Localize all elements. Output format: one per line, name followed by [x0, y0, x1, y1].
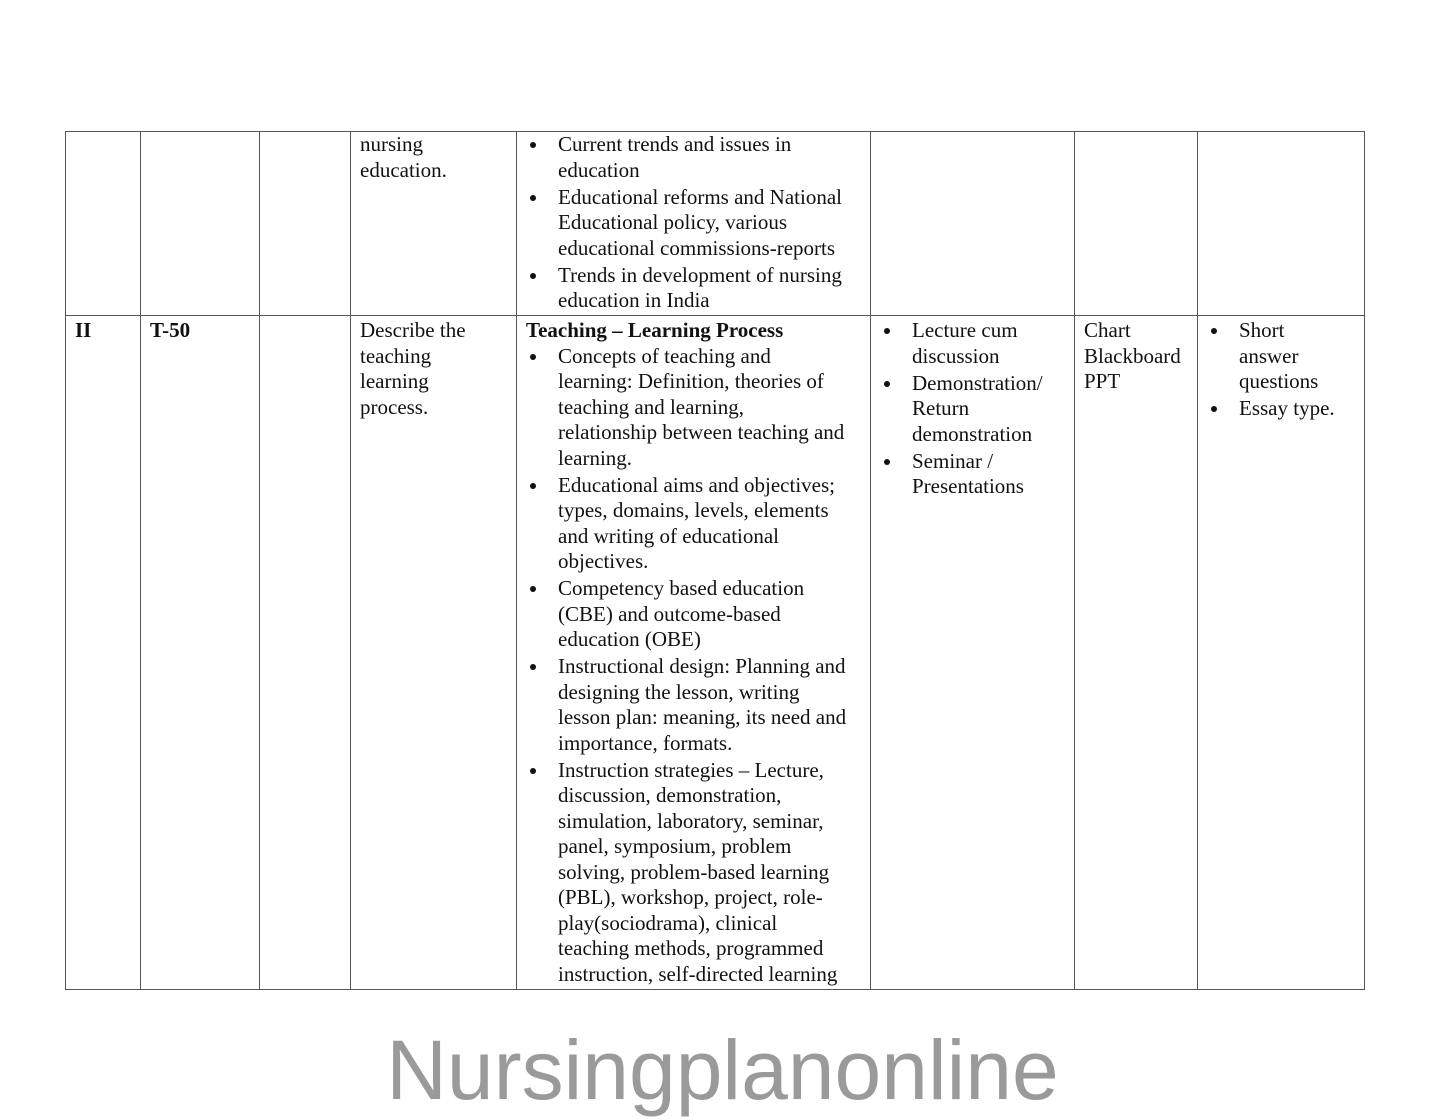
list-item-line: relationship between teaching and — [558, 420, 845, 444]
list-item-line: importance, formats. — [558, 730, 733, 755]
list-item-line: education — [558, 157, 640, 182]
content-cell — [517, 132, 871, 316]
list-item-line: Competency based education — [558, 576, 805, 600]
aid-line: PPT — [1084, 369, 1121, 393]
assessment-cell — [1198, 316, 1365, 990]
list-item-line: discussion — [912, 343, 1000, 368]
list-item-line: learning: Definition, theories of — [558, 369, 824, 393]
list-item-line: teaching methods, programmed — [558, 936, 824, 960]
list-item-line: (PBL), workshop, project, role- — [558, 885, 823, 909]
content-cell — [517, 316, 871, 990]
list-item-line: designing the lesson, writing — [558, 679, 800, 704]
list-item — [558, 263, 864, 314]
syllabus-table — [65, 131, 1365, 990]
list-item-line: Essay type. — [1239, 396, 1335, 420]
aid-line: Blackboard — [1084, 343, 1181, 368]
empty-cell — [260, 316, 351, 990]
list-item-line: Trends in development of nursing — [558, 262, 842, 287]
objective-line: teaching — [360, 343, 432, 368]
list-item-line: Educational reforms and National — [558, 184, 842, 209]
list-item-line: simulation, laboratory, seminar, — [558, 808, 824, 833]
list-item-line: Seminar / — [912, 448, 994, 473]
assessment-cell — [1198, 132, 1365, 316]
time-cell: T-50 — [141, 316, 260, 990]
list-item — [558, 758, 864, 988]
list-item — [912, 318, 1068, 369]
list-item-line: questions — [1239, 369, 1319, 393]
list-item — [912, 371, 1068, 448]
objective-line: nursing — [360, 132, 423, 156]
content-heading: Teaching – Learning Process — [526, 318, 784, 342]
objective-cell — [351, 316, 517, 990]
list-item-line: instruction, self-directed learning — [558, 961, 838, 986]
list-item — [558, 132, 864, 183]
objective-cell — [351, 132, 517, 316]
list-item-line: demonstration — [912, 421, 1033, 446]
list-item-line: types, domains, levels, elements — [558, 498, 829, 522]
empty-cell — [260, 132, 351, 316]
list-item-line: Return — [912, 396, 970, 420]
list-item-line: Demonstration/ — [912, 370, 1043, 395]
list-item — [1239, 396, 1358, 422]
time-cell — [141, 132, 260, 316]
method-cell — [871, 132, 1075, 316]
list-item — [558, 576, 864, 653]
list-item-line: objectives. — [558, 549, 649, 573]
list-item — [558, 185, 864, 262]
content-list — [526, 132, 864, 314]
list-item-line: solving, problem-based learning — [558, 859, 830, 884]
list-item — [912, 449, 1068, 500]
list-item-line: Educational policy, various — [558, 210, 787, 234]
content-list — [526, 344, 864, 988]
list-item-line: play(sociodrama), clinical — [558, 910, 778, 935]
unit-cell — [66, 132, 141, 316]
list-item-line: Current trends and issues in — [558, 132, 792, 156]
list-item-line: panel, symposium, problem — [558, 834, 792, 858]
list-item-line: education in India — [558, 288, 710, 312]
list-item-line: discussion, demonstration, — [558, 783, 782, 807]
list-item — [558, 654, 864, 756]
list-item-line: education (OBE) — [558, 627, 701, 651]
table-row — [66, 132, 1365, 316]
list-item-line: (CBE) and outcome-based — [558, 601, 781, 626]
list-item-line: and writing of educational — [558, 523, 780, 548]
list-item-line: Short — [1239, 318, 1285, 342]
list-item — [1239, 318, 1358, 395]
list-item-line: Instructional design: Planning and — [558, 654, 846, 678]
list-item-line: Presentations — [912, 474, 1024, 498]
method-list — [880, 318, 1068, 500]
list-item-line: answer — [1239, 343, 1299, 368]
aid-line: Chart — [1084, 318, 1131, 342]
list-item-line: Educational aims and objectives; — [558, 472, 835, 497]
list-item — [558, 473, 864, 575]
watermark: Nursingplanonline — [386, 1023, 1059, 1117]
aids-cell — [1075, 132, 1198, 316]
objective-line: education. — [360, 157, 447, 182]
list-item-line: lesson plan: meaning, its need and — [558, 705, 847, 729]
method-cell — [871, 316, 1075, 990]
objective-line: process. — [360, 394, 429, 419]
list-item-line: Instruction strategies – Lecture, — [558, 757, 824, 782]
assessment-list — [1207, 318, 1358, 422]
list-item-line: educational commissions-reports — [558, 235, 836, 260]
aids-cell — [1075, 316, 1198, 990]
list-item-line: learning. — [558, 445, 633, 470]
objective-line: learning — [360, 369, 429, 393]
table-row — [66, 316, 1365, 990]
list-item-line: teaching and learning, — [558, 394, 745, 419]
objective-line: Describe the — [360, 318, 466, 342]
list-item — [558, 344, 864, 472]
list-item-line: Concepts of teaching and — [558, 343, 771, 368]
list-item-line: Lecture cum — [912, 318, 1018, 342]
unit-cell: II — [66, 316, 141, 990]
